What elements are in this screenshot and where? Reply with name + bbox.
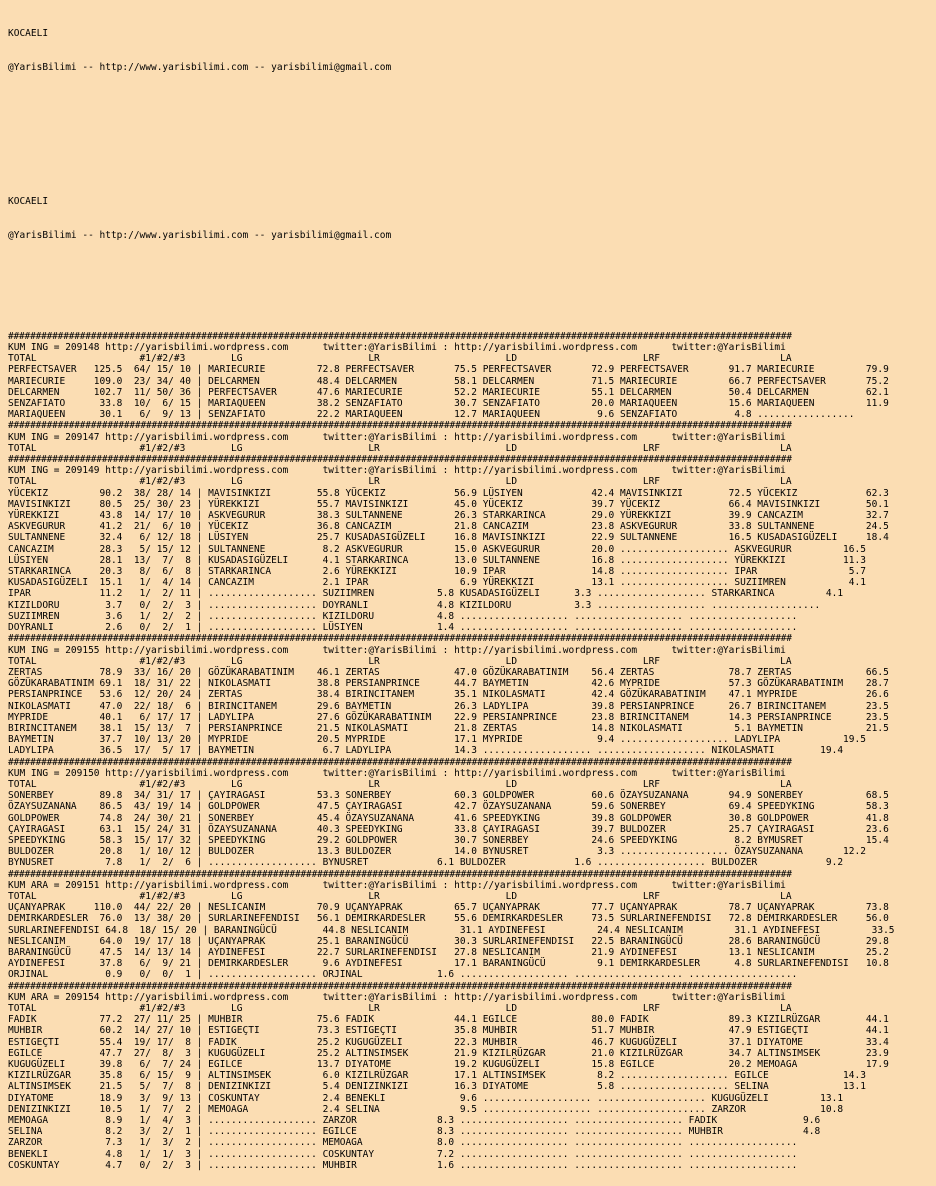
section-separator: ############################################################################################################################################## xyxy=(8,454,792,466)
table-row: SULTANNENE 32.4 6/ 12/ 18 | LÜSIYEN 25.7 KUSADASIGÜZELI 16.8 MAVISINKIZI 22.9 SULTANNENE 16.5 KUSADASIGÜZELI 18.4 xyxy=(8,532,889,544)
table-row: PERFECTSAVER 125.5 64/ 15/ 10 | MARIECURIE 72.8 PERFECTSAVER 75.5 PERFECTSAVER 72.9 PERFECTSAVER 91.7 MARIECURIE 79.9 xyxy=(8,364,889,376)
header-title-2: KOCAELI xyxy=(8,196,49,208)
table-row: ALTINSIMSEK 21.5 5/ 7/ 8 | DENIZINKIZI 5.4 DENIZINKIZI 16.3 DIYATOME 5.8 ................... SELINA 13.1 xyxy=(8,1081,866,1093)
table-row: KIZILRÜZGAR 35.8 6/ 15/ 9 | ALTINSIMSEK 6.0 KIZILRÜZGAR 17.1 ALTINSIMSEK 8.2 ................... EGILCE 14.3 xyxy=(8,1070,866,1082)
table-row: LÜSIYEN 28.1 13/ 7/ 8 | KUSADASIGÜZELI 4.1 STARKARINCA 13.0 SULTANNENE 16.8 ................... YÜREKKIZI 11.3 xyxy=(8,554,866,566)
table-row: MARIAQUEEN 30.1 6/ 9/ 13 | SENZAFIATO 22.2 MARIAQUEEN 12.7 MARIAQUEEN 9.6 SENZAFIATO 4.8 ................. xyxy=(8,409,855,421)
column-headers: TOTAL #1/#2/#3 LG LR LD LRF LA xyxy=(8,476,792,488)
section-title: KUM ARA = 209154 http://yarisbilimi.wordpress.com twitter:@YarisBilimi : http://yarisbilimi.wordpress.com twitter:@YarisBilimi xyxy=(8,991,786,1003)
section-title: KUM ING = 209149 http://yarisbilimi.wordpress.com twitter:@YarisBilimi : http://yarisbilimi.wordpress.com twitter:@YarisBilimi xyxy=(8,465,786,477)
section-separator: ############################################################################################################################################## xyxy=(8,756,792,768)
spacer xyxy=(8,297,928,308)
table-row: SUZIIMREN 3.6 1/ 2/ 2 | ................... KIZILDORU 4.8 ................... ................... ................... xyxy=(8,610,798,622)
section-title: KUM ING = 209150 http://yarisbilimi.wordpress.com twitter:@YarisBilimi : http://yarisbilimi.wordpress.com twitter:@YarisBilimi xyxy=(8,767,786,779)
table-row: BIRINCITANEM 38.1 15/ 13/ 7 | PERSIANPRINCE 21.5 NIKOLASMATI 21.8 ZERTAS 14.8 NIKOLASMATI 5.1 BAYMETIN 21.5 xyxy=(8,722,889,734)
table-row: KUSADASIGÜZELI 15.1 1/ 4/ 14 | CANCAZIM 2.1 IPAR 6.9 YÜREKKIZI 13.1 ................... SUZIIMREN 4.1 xyxy=(8,577,866,589)
table-row: ESTIGEÇTI 55.4 19/ 17/ 8 | FADIK 25.2 KUGUGÜZELI 22.3 MUHBIR 46.7 KUGUGÜZELI 37.1 DIYATOME 33.4 xyxy=(8,1036,889,1048)
table-row: FADIK 77.2 27/ 11/ 25 | MUHBIR 75.6 FADIK 44.1 EGILCE 80.0 FADIK 89.3 KIZILRÜZGAR 44.1 xyxy=(8,1014,889,1026)
table-row: SPEEDYKING 58.3 15/ 17/ 32 | SPEEDYKING 29.2 GOLDPOWER 30.7 SONERBEY 24.6 SPEEDYKING 8.2 BYMUSRET 15.4 xyxy=(8,834,889,846)
table-row: MARIECURIE 109.0 23/ 34/ 40 | DELCARMEN 48.4 DELCARMEN 58.1 DELCARMEN 71.5 MARIECURIE 66.7 PERFECTSAVER 75.2 xyxy=(8,375,889,387)
column-headers: TOTAL #1/#2/#3 LG LR LD LRF LA xyxy=(8,778,792,790)
table-row: DENIZINKIZI 10.5 1/ 7/ 2 | MEMOAGA 2.4 SELINA 9.5 ................... ................... ZARZOR 10.8 xyxy=(8,1103,844,1115)
section-separator: ############################################################################################################################################## xyxy=(8,980,792,992)
column-headers: TOTAL #1/#2/#3 LG LR LD LRF LA xyxy=(8,890,792,902)
table-row: ÖZAYSUZANANA 86.5 43/ 19/ 14 | GOLDPOWER 47.5 ÇAYIRAGASI 42.7 ÖZAYSUZANANA 59.6 SONERBEY 69.4 SPEEDYKING 58.3 xyxy=(8,801,889,813)
table-row: MYPRIDE 40.1 6/ 17/ 17 | LADYLIPA 27.6 GÖZÜKARABATINIM 22.9 PERSIANPRINCE 23.8 BIRINCITANEM 14.3 PERSIANPRINCE 23.5 xyxy=(8,711,889,723)
spacer xyxy=(8,129,928,140)
report-blocks xyxy=(8,331,928,1171)
table-row: UÇANYAPRAK 110.0 44/ 22/ 20 | NESLICANIM 70.9 UÇANYAPRAK 65.7 UÇANYAPRAK 77.7 UÇANYAPRAK 78.7 UÇANYAPRAK 73.8 xyxy=(8,902,889,914)
table-row: ORJINAL 0.9 0/ 0/ 1 | ................... ORJINAL 1.6 ................... ................... ................... xyxy=(8,969,798,981)
table-row: DIYATOME 18.9 3/ 9/ 13 | COSKUNTAY 2.4 BENEKLI 9.6 ................... ................... KUGUGÜZELI 13.1 xyxy=(8,1092,844,1104)
table-row: GOLDPOWER 74.8 24/ 30/ 21 | SONERBEY 45.4 ÖZAYSUZANANA 41.6 SPEEDYKING 39.8 GOLDPOWER 30.8 GOLDPOWER 41.8 xyxy=(8,812,889,824)
column-headers: TOTAL #1/#2/#3 LG LR LD LRF LA xyxy=(8,1003,792,1014)
table-row: MEMOAGA 8.9 1/ 4/ 3 | ................... ZARZOR 8.3 ................... ................... FADIK 9.6 xyxy=(8,1115,821,1127)
table-row: SENZAFIATO 33.8 10/ 6/ 15 | MARIAQUEEN 38.2 SENZAFIATO 30.7 SENZAFIATO 20.0 MARIAQUEEN 15.6 MARIAQUEEN 11.9 xyxy=(8,398,889,410)
header-contact-1: @YarisBilimi -- http://www.yarisbilimi.com -- yarisbilimi@gmail.com xyxy=(8,62,392,74)
spacer xyxy=(8,163,928,174)
table-row: NESLICANIM 64.0 19/ 17/ 18 | UÇANYAPRAK 25.1 BARANINGÜCÜ 30.3 SURLARINEFENDISI 22.5 BARANINGÜCÜ 28.6 BARANINGÜCÜ 29.8 xyxy=(8,935,889,947)
table-row: DOYRANLI 2.6 0/ 2/ 1 | ................... LÜSIYEN 1.4 ................... ................... ................... xyxy=(8,622,798,634)
table-row: SONERBEY 89.8 34/ 31/ 17 | ÇAYIRAGASI 53.3 SONERBEY 60.3 GOLDPOWER 60.6 ÖZAYSUZANANA 94.9 SONERBEY 68.5 xyxy=(8,790,889,802)
table-row: NIKOLASMATI 47.0 22/ 18/ 6 | BIRINCITANEM 29.6 BAYMETIN 26.3 LADYLIPA 39.8 PERSIANPRINCE 26.7 BIRINCITANEM 23.5 xyxy=(8,700,889,712)
column-headers: TOTAL #1/#2/#3 LG LR LD LRF LA xyxy=(8,353,792,365)
spacer xyxy=(8,96,928,107)
column-headers: TOTAL #1/#2/#3 LG LR LD LRF LA xyxy=(8,442,792,454)
table-row: ZERTAS 78.9 33/ 16/ 20 | GÖZÜKARABATINIM 46.1 ZERTAS 47.0 GÖZÜKARABATINIM 56.4 ZERTAS 78.7 ZERTAS 66.5 xyxy=(8,666,889,678)
table-row: SELINA 8.2 3/ 2/ 1 | ................... EGILCE 8.3 ................... ................... MUHBIR 4.8 xyxy=(8,1126,821,1138)
table-row: ZARZOR 7.3 1/ 3/ 2 | ................... MEMOAGA 8.0 ................... ................... ................... xyxy=(8,1137,798,1149)
table-row: MAVISINKIZI 80.5 25/ 30/ 23 | YÜREKKIZI 55.7 MAVISINKIZI 45.0 YÜCEKIZ 39.7 YÜCEKIZ 66.4 MAVISINKIZI 50.1 xyxy=(8,498,889,510)
section-separator: ############################################################################################################################################## xyxy=(8,633,792,645)
table-row: ASKVEGURUR 41.2 21/ 6/ 10 | YÜCEKIZ 36.8 CANCAZIM 21.8 CANCAZIM 23.8 ASKVEGURUR 33.8 SULTANNENE 24.5 xyxy=(8,521,889,533)
column-headers: TOTAL #1/#2/#3 LG LR LD LRF LA xyxy=(8,655,792,667)
section-title: KUM ING = 209148 http://yarisbilimi.wordpress.com twitter:@YarisBilimi : http://yarisbilimi.wordpress.com twitter:@YarisBilimi xyxy=(8,342,786,354)
table-row: DEMIRKARDESLER 76.0 13/ 38/ 20 | SURLARINEFENDISI 56.1 DEMIRKARDESLER 55.6 DEMIRKARDESLER 73.5 SURLARINEFENDISI 72.8 DEMIRKARDESLER 56.0 xyxy=(8,913,889,925)
table-row: BAYMETIN 37.7 10/ 13/ 20 | MYPRIDE 20.5 MYPRIDE 17.1 MYPRIDE 9.4 ................... LADYLIPA 19.5 xyxy=(8,734,866,746)
table-row: GÖZÜKARABATINIM 69.1 18/ 31/ 22 | NIKOLASMATI 38.8 PERSIANPRINCE 44.7 BAYMETIN 42.6 MYPRIDE 57.3 GÖZÜKARABATINIM 28.7 xyxy=(8,678,889,690)
table-row: YÜREKKIZI 43.8 14/ 17/ 10 | ASKVEGURUR 38.3 SULTANNENE 26.3 STARKARINCA 29.0 YÜREKKIZI 39.9 CANCAZIM 32.7 xyxy=(8,510,889,522)
section-title: KUM ING = 209155 http://yarisbilimi.wordpress.com twitter:@YarisBilimi : http://yarisbilimi.wordpress.com twitter:@YarisBilimi xyxy=(8,644,786,656)
table-row: KUGUGÜZELI 39.8 6/ 7/ 24 | EGILCE 13.7 DIYATOME 19.2 KUGUGÜZELI 15.8 EGILCE 20.2 MEMOAGA 17.9 xyxy=(8,1059,889,1071)
table-row: LADYLIPA 36.5 17/ 5/ 17 | BAYMETIN 6.7 LADYLIPA 14.3 ................... ................... NIKOLASMATI 19.4 xyxy=(8,745,844,757)
table-row: ÇAYIRAGASI 63.1 15/ 24/ 31 | ÖZAYSUZANANA 40.3 SPEEDYKING 33.8 ÇAYIRAGASI 39.7 BULDOZER 25.7 ÇAYIRAGASI 23.6 xyxy=(8,823,889,835)
table-row: KIZILDORU 3.7 0/ 2/ 3 | ................... DOYRANLI 4.8 KIZILDORU 3.3 ................... ................... xyxy=(8,599,821,611)
section-separator: ############################################################################################################################################## xyxy=(8,868,792,880)
table-row: MUHBIR 60.2 14/ 27/ 10 | ESTIGEÇTI 73.3 ESTIGEÇTI 35.8 MUHBIR 51.7 MUHBIR 47.9 ESTIGEÇTI 44.1 xyxy=(8,1025,889,1037)
table-row: STARKARINCA 20.3 8/ 6/ 8 | STARKARINCA 2.6 YÜREKKIZI 10.9 IPAR 14.8 ................... IPAR 5.7 xyxy=(8,566,866,578)
table-row: YÜCEKIZ 90.2 38/ 28/ 14 | MAVISINKIZI 55.8 YÜCEKIZ 56.9 LÜSIYEN 42.4 MAVISINKIZI 72.5 YÜCEKIZ 62.3 xyxy=(8,487,889,499)
section-separator: ############################################################################################################################################## xyxy=(8,420,792,432)
section-title: KUM ARA = 209151 http://yarisbilimi.wordpress.com twitter:@YarisBilimi : http://yarisbilimi.wordpress.com twitter:@YarisBilimi xyxy=(8,879,786,891)
table-row: SURLARINEFENDISI 64.8 18/ 15/ 20 | BARANINGÜCÜ 44.8 NESLICANIM 31.1 AYDINEFESI 24.4 NESLICANIM 31.1 AYDINEFESI 33.5 xyxy=(8,924,895,936)
table-row: COSKUNTAY 4.7 0/ 2/ 3 | ................... MUHBIR 1.6 ................... ................... ................... xyxy=(8,1159,798,1171)
table-row: BULDOZER 20.8 1/ 10/ 12 | BULDOZER 13.3 BULDOZER 14.0 BYNUSRET 3.3 ................... ÖZAYSUZANANA 12.2 xyxy=(8,846,866,858)
section-title: KUM ING = 209147 http://yarisbilimi.wordpress.com twitter:@YarisBilimi : http://yarisbilimi.wordpress.com twitter:@YarisBilimi xyxy=(8,431,786,443)
table-row: DELCARMEN 102.7 11/ 50/ 36 | PERFECTSAVER 47.6 MARIECURIE 52.2 MARIECURIE 55.1 DELCARMEN 50.4 DELCARMEN 62.1 xyxy=(8,386,889,398)
table-row: PERSIANPRINCE 53.6 12/ 20/ 24 | ZERTAS 38.4 BIRINCITANEM 35.1 NIKOLASMATI 42.4 GÖZÜKARABATINIM 47.1 MYPRIDE 26.6 xyxy=(8,689,889,701)
spacer xyxy=(8,264,928,275)
section-separator: ############################################################################################################################################## xyxy=(8,330,792,342)
table-row: BYNUSRET 7.8 1/ 2/ 6 | ................... BYNUSRET 6.1 BULDOZER 1.6 ................... BULDOZER 9.2 xyxy=(8,857,844,869)
table-row: BENEKLI 4.8 1/ 1/ 3 | ................... COSKUNTAY 7.2 ................... ................... ................... xyxy=(8,1148,798,1160)
header-contact-2: @YarisBilimi -- http://www.yarisbilimi.com -- yarisbilimi@gmail.com xyxy=(8,230,392,242)
table-row: CANCAZIM 28.3 5/ 15/ 12 | SULTANNENE 8.2 ASKVEGURUR 15.0 ASKVEGURUR 20.0 ................... ASKVEGURUR 16.5 xyxy=(8,543,866,555)
table-row: EGILCE 47.7 27/ 8/ 3 | KUGUGÜZELI 25.2 ALTINSIMSEK 21.9 KIZILRÜZGAR 21.0 KIZILRÜZGAR 34.7 ALTINSIMSEK 23.9 xyxy=(8,1047,889,1059)
table-row: BARANINGÜCÜ 47.5 14/ 13/ 14 | AYDINEFESI 22.7 SURLARINEFENDISI 27.8 NESLICANIM 21.9 AYDINEFESI 13.1 NESLICANIM 25.2 xyxy=(8,946,889,958)
header-title-1: KOCAELI xyxy=(8,28,49,40)
table-row: IPAR 11.2 1/ 2/ 11 | ................... SUZIIMREN 5.8 KUSADASIGÜZELI 3.3 ................... STARKARINCA 4.1 xyxy=(8,588,844,600)
table-row: AYDINEFESI 37.8 6/ 9/ 21 | DEMIRKARDESLER 9.6 AYDINEFESI 17.1 BARANINGÜCÜ 9.1 DEMIRKARDESLER 4.8 SURLARINEFENDISI 10.8 xyxy=(8,958,889,970)
